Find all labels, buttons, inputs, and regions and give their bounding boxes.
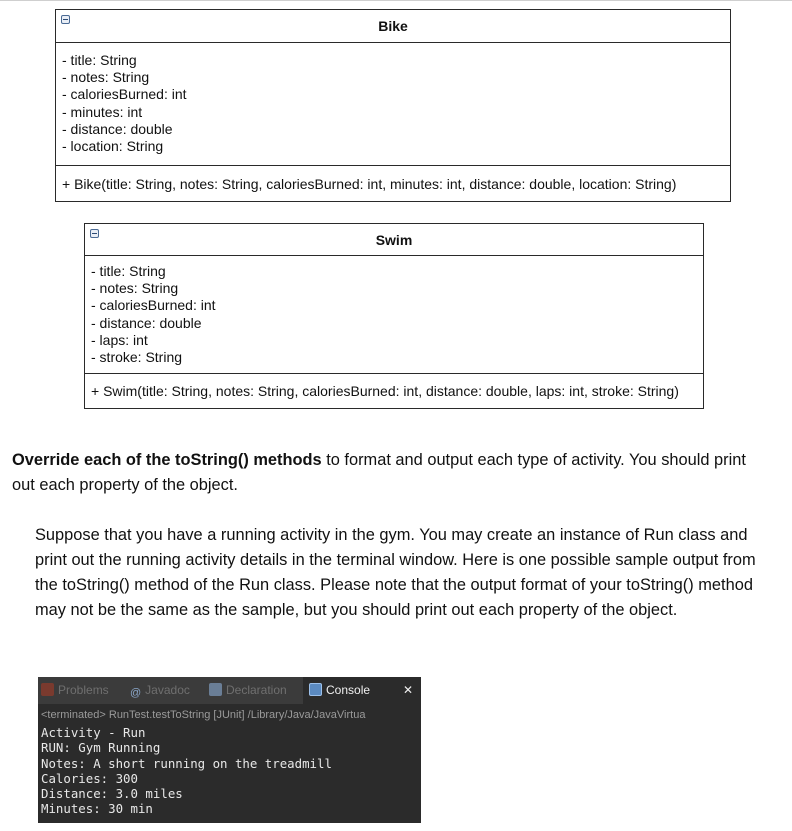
console-line: Calories: 300 — [41, 770, 138, 786]
bike-attr: - minutes: int — [62, 103, 143, 120]
bike-constructor: + Bike(title: String, notes: String, caloriesBurned: int, minutes: int, distance: double, location: String) — [62, 175, 677, 192]
console-icon — [309, 683, 322, 696]
bike-attr: - caloriesBurned: int — [62, 86, 187, 103]
bike-operations — [56, 166, 730, 201]
console-line: RUN: Gym Running — [41, 740, 161, 756]
swim-class-header — [85, 224, 703, 256]
terminated-status: <terminated> RunTest.testToString [JUnit] /Library/Java/JavaVirtua — [41, 709, 366, 721]
console-line: Minutes: 30 min — [41, 801, 153, 817]
swim-attr: - title: String — [91, 263, 166, 279]
console-line: Activity - Run — [41, 725, 146, 740]
bike-class-box — [55, 9, 731, 202]
swim-attr: - stroke: String — [91, 349, 183, 366]
console-tab-bar — [38, 677, 421, 704]
bike-class-name: Bike — [378, 18, 408, 34]
javadoc-icon: @ — [130, 687, 142, 699]
suppose-paragraph: Suppose that you have a running activity in the gym. You may create an instance of Run class and print out the running activity details in the terminal window. Here is one possible sample output from the toString() method of the Run class. Please note that the output format of your toString() method may not be the same as the sample, but you should print out each property of the object. — [35, 526, 756, 619]
swim-attr: - distance: double — [91, 314, 202, 331]
tab-label: Declaration — [226, 683, 287, 697]
swim-attr: - caloriesBurned: int — [91, 297, 216, 314]
swim-class-box — [84, 223, 704, 409]
instruction-paragraph — [12, 448, 772, 498]
tab-label: Javadoc — [145, 683, 190, 697]
console-line: Distance: 3.0 miles — [41, 786, 183, 802]
tab-declaration[interactable] — [209, 677, 287, 704]
tab-label: Problems — [58, 683, 109, 697]
console-output — [41, 725, 332, 817]
declaration-icon — [209, 683, 222, 696]
close-icon[interactable]: ✕ — [402, 683, 413, 697]
bike-attr: - distance: double — [62, 120, 173, 137]
console-line: Notes: A short running on the treadmill — [41, 755, 332, 771]
tab-javadoc[interactable] — [130, 677, 190, 704]
bike-attr: - notes: String — [62, 69, 150, 86]
instruction-bold: Override each of the toString() methods — [12, 451, 322, 469]
swim-attr: - laps: int — [91, 331, 148, 348]
swim-constructor: + Swim(title: String, notes: String, caloriesBurned: int, distance: double, laps: int, stroke: String) — [91, 383, 679, 399]
swim-operations — [85, 374, 703, 408]
tab-problems[interactable] — [41, 677, 109, 704]
bike-class-header — [56, 10, 730, 43]
eclipse-console-panel — [38, 677, 421, 823]
bike-attr: - title: String — [62, 52, 137, 68]
bike-attr: - location: String — [62, 138, 164, 155]
problems-icon — [41, 683, 54, 696]
instruction-rest: to format and output each type of activity. You should print out each property of the object. — [12, 451, 746, 494]
swim-attributes — [85, 256, 703, 374]
tab-console[interactable] — [303, 677, 421, 704]
top-divider — [0, 0, 792, 1]
bike-attributes — [56, 43, 730, 166]
swim-attr: - notes: String — [91, 280, 179, 297]
tab-label: Console — [326, 683, 371, 697]
swim-class-name: Swim — [375, 231, 413, 248]
